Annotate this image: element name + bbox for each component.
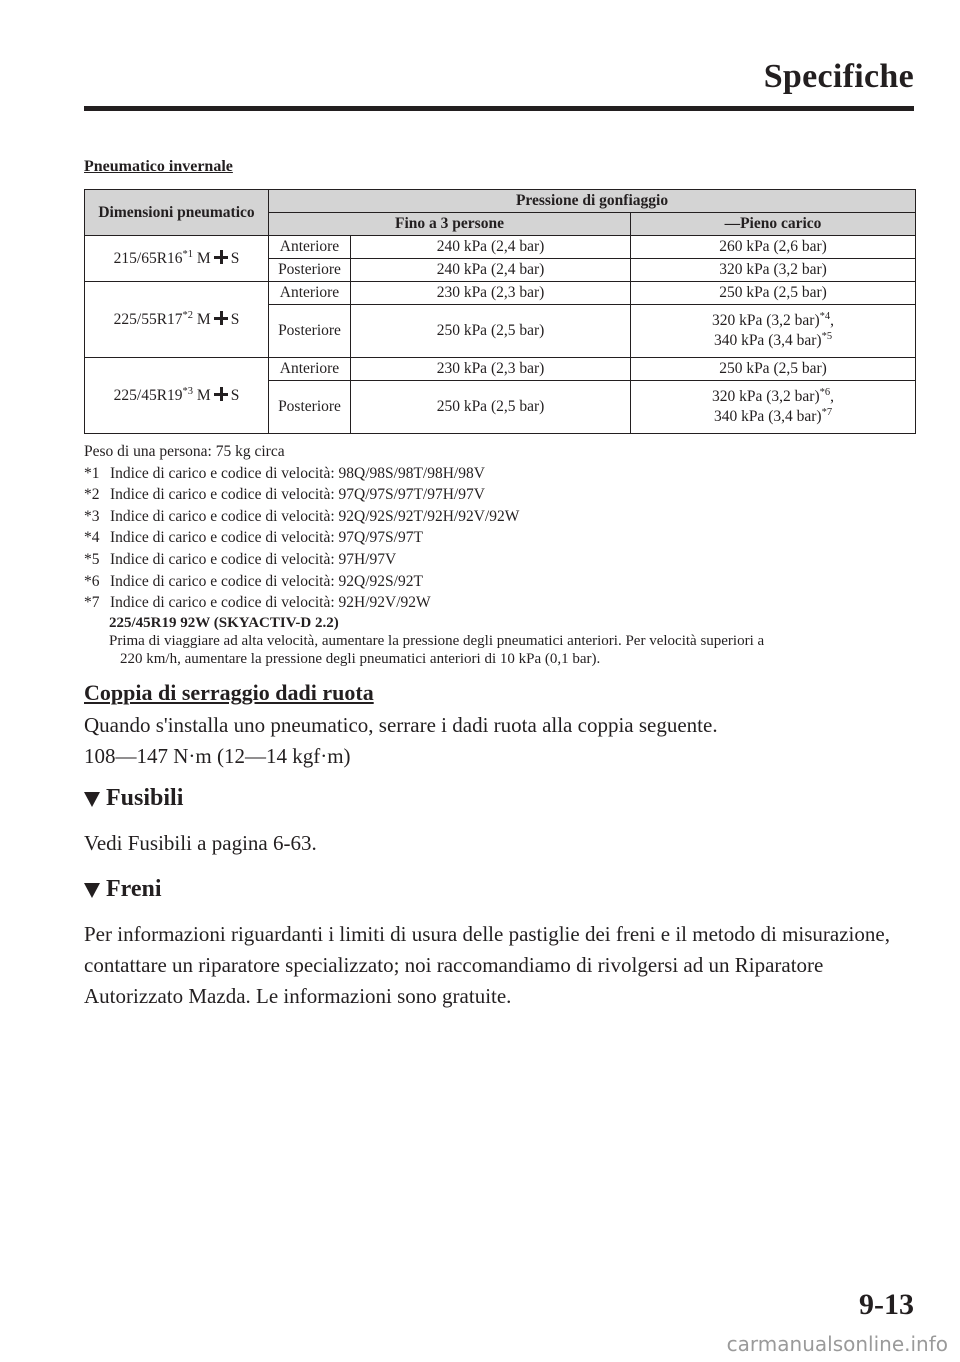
weight-note: Peso di una persona: 75 kg circa (84, 443, 285, 460)
table-notes (84, 441, 924, 668)
page-number: 9-13 (859, 1288, 914, 1321)
fuses-heading: Fusibili (84, 785, 183, 812)
torque-heading: Coppia di serraggio dadi ruota (84, 680, 374, 705)
brakes-text: Per informazioni riguardanti i limiti di usura delle pastiglie dei freni e il metodo di misurazione, contattare un riparatore specializzato; noi raccomandiamo di rivolgersi ad un Riparatore Autorizzato Mazda. Le informazioni sono gratuite. (84, 922, 890, 1008)
pressure-cell: 250 kPa (2,5 bar) (631, 282, 916, 305)
footnote: *7 Indice di carico e codice di velocità: 92H/92V/92W (84, 594, 431, 612)
pressure-cell: 250 kPa (2,5 bar) (351, 381, 631, 434)
footnote: *2 Indice di carico e codice di velocità: 97Q/97S/97T/97H/97V (84, 486, 485, 504)
table-header-full-load: —Pieno carico (631, 213, 916, 236)
tire-size-cell: 225/55R17$^{*2}$ M S (85, 282, 269, 358)
pressure-cell: 240 kPa (2,4 bar) (351, 259, 631, 282)
table-row (85, 236, 916, 259)
footnote: *1 Indice di carico e codice di velocità: 98Q/98S/98T/98H/98V (84, 464, 485, 482)
fuses-text: Vedi Fusibili a pagina 6-63. (84, 831, 317, 855)
header-rule (84, 106, 914, 111)
position-cell: Anteriore (269, 358, 351, 381)
position-cell: Anteriore (269, 282, 351, 305)
watermark: carmanualsonline.info (726, 1332, 948, 1356)
pressure-cell: 230 kPa (2,3 bar) (351, 282, 631, 305)
pressure-cell: 250 kPa (2,5 bar) (631, 358, 916, 381)
table-row (85, 358, 916, 381)
position-cell: Posteriore (269, 305, 351, 358)
table-header-light-load: Fino a 3 persone (269, 213, 631, 236)
pressure-cell: 250 kPa (2,5 bar) (351, 305, 631, 358)
pressure-cell: 320 kPa (3,2 bar) (631, 259, 916, 282)
table-header-pressure: Pressione di gonfiaggio (269, 190, 916, 213)
pressure-cell: 240 kPa (2,4 bar) (351, 236, 631, 259)
skyactiv-note (109, 614, 924, 668)
skyactiv-note-title: 225/45R19 92W (SKYACTIV-D 2.2) (109, 614, 339, 631)
triangle-down-icon (84, 883, 100, 898)
section-label: Pneumatico invernale (84, 158, 233, 175)
table-row (85, 282, 916, 305)
plus-icon (214, 250, 228, 264)
plus-icon (214, 387, 228, 401)
pressure-cell: 320 kPa (3,2 bar)$^{*4}$, 340 kPa (3,4 bar)$^{*5}$ (631, 305, 916, 358)
tire-size-cell: 225/45R19$^{*3}$ M S (85, 358, 269, 434)
footnote: *3 Indice di carico e codice di velocità: 92Q/92S/92T/92H/92V/92W (84, 507, 520, 525)
footnote: *4 Indice di carico e codice di velocità: 97Q/97S/97T (84, 529, 423, 547)
torque-text: Quando s'installa uno pneumatico, serrare i dadi ruota alla coppia seguente. 108—147 N·m (12—14 kgf·m) (84, 713, 718, 768)
brakes-heading: Freni (84, 876, 162, 903)
position-cell: Anteriore (269, 236, 351, 259)
skyactiv-note-line: 220 km/h, aumentare la pressione degli pneumatici anteriori di 10 kPa (0,1 bar). (120, 650, 601, 667)
position-cell: Posteriore (269, 259, 351, 282)
tire-pressure-table (84, 189, 916, 434)
skyactiv-note-line: Prima di viaggiare ad alta velocità, aumentare la pressione degli pneumatici anteriori. Per velocità superiori a (109, 632, 765, 649)
page-title: Specifiche (763, 58, 914, 95)
footnote: *5 Indice di carico e codice di velocità: 97H/97V (84, 550, 397, 568)
pressure-cell: 230 kPa (2,3 bar) (351, 358, 631, 381)
pressure-cell: 320 kPa (3,2 bar)$^{*6}$, 340 kPa (3,4 bar)$^{*7}$ (631, 381, 916, 434)
plus-icon (214, 311, 228, 325)
footnote: *6 Indice di carico e codice di velocità: 92Q/92S/92T (84, 572, 423, 590)
table-header-size: Dimensioni pneumatico (85, 190, 269, 236)
position-cell: Posteriore (269, 381, 351, 434)
tire-size-cell: 215/65R16$^{*1}$ M S (85, 236, 269, 282)
pressure-cell: 260 kPa (2,6 bar) (631, 236, 916, 259)
triangle-down-icon (84, 792, 100, 807)
